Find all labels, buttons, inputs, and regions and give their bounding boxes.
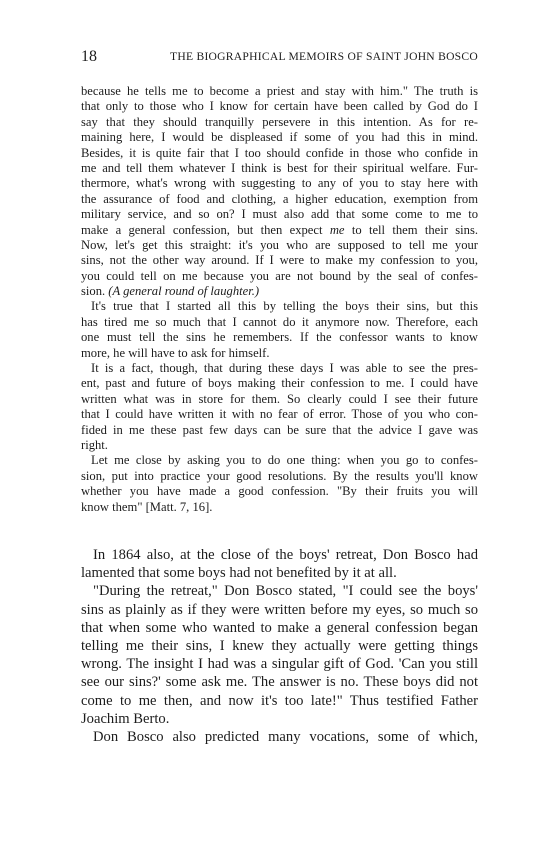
text-line: sion. (A general round of laughter.) [81,284,260,299]
body-paragraph [81,728,478,746]
quoted-speech-block [81,84,478,515]
text-line: In 1864 also, at the close of the boys' retreat, Don Bosco had [93,547,478,563]
text-line: Joachim Berto. [81,710,170,727]
text-line: written what was in store for them. So clearly could I see their future [81,391,478,406]
text-line: "During the retreat," Don Bosco stated, "I could see the boys' [93,583,478,600]
text-line: lamented that some boys had not benefited by it at all. [81,565,397,582]
text-line: that only to those who I know for certain have been called by God do I [81,99,478,114]
text-line: say that they should tranquilly persevere in this intention. As for re- [81,114,478,129]
page-number: 18 [81,48,97,65]
quote-paragraph [81,299,478,361]
text-line: It's true that I started all this by telling the boys their sins, but this [91,299,478,314]
text-line: sins, not the other way around. If I were to make my confession to you, [81,253,478,268]
body-paragraph [81,582,478,728]
running-head: THE BIOGRAPHICAL MEMOIRS OF SAINT JOHN BOSCO [170,50,478,63]
text-line: telling me their sins, I knew they actually were getting things [81,637,478,654]
text-line: ent, past and future of boys making their confession to me. I could have [81,376,478,391]
text-line: sins as plainly as if they were written before my eyes, so much so [81,601,478,618]
text-line: wrong. The insight I had was a singular gift of God. 'Can you still [81,656,478,673]
text-line: right. [81,437,108,452]
text-line: Now, let's get this straight: it's you who are supposed to tell me your [81,237,478,252]
text-line: me and tell them whatever I think is best for their spiritual welfare. Fur- [81,160,478,175]
emphasis-text: (A general round of laughter.) [108,284,260,299]
emphasis-text: me [322,222,352,237]
text-line: It is a fact, though, that during these days I was able to see the pres- [91,361,478,376]
body-paragraph [81,546,478,582]
text-line: Don Bosco also predicted many vocations, some of which, [93,728,478,745]
quote-paragraph [81,84,478,299]
text-line: more, he will have to ask for himself. [81,345,270,360]
text-line: see our sins?' some ask me. The answer is no. These boys did not [81,674,478,691]
text-line: know them" [Matt. 7, 16]. [81,499,213,514]
text-line: Let me close by asking you to do one thing: when you go to confes- [91,453,478,468]
page-header [81,46,478,68]
narrative-text-block [81,546,478,746]
text-line: sion, put into practice your good resolutions. By the results you'll know [81,468,478,483]
quote-paragraph [81,361,478,453]
text-line: maining here, I would be displeased if some of you had this in mind. [81,130,478,145]
text-line: the assurance of food and clothing, a higher education, exemption from [81,191,478,206]
text-line: one must tell the sins he remembers. If the confessor wants to know [81,330,478,345]
quote-paragraph [81,453,478,515]
text-line: that when some who wanted to make a general confession began [81,619,478,636]
text-line: make a general confession, but then expect me to tell them their sins. [81,222,478,237]
text-line: Besides, it is quite fair that I too should confide in those who confide in [81,145,478,160]
text-line: because he tells me to become a priest and stay with him." The truth is [81,84,478,98]
text-line: come to me then, and now it's too late!" Thus testified Father [81,692,478,709]
text-line: you could tell on me because you are not bound by the seal of confes- [81,268,478,283]
text-line: thermore, what's wrong with suggesting to any of you to stay here with [81,176,478,191]
text-line: fided in me these past few days can be sure that the advice I gave was [81,422,478,437]
text-line: has tired me so much that I cannot do it anymore now. Therefore, each [81,314,478,329]
text-line: military service, and so on? I must also add that some come to me to [81,207,478,222]
text-line: whether you have made a good confession. "By their fruits you will [81,484,478,499]
text-line: that I could have written it with no fear of error. Those of you who con- [81,407,478,422]
